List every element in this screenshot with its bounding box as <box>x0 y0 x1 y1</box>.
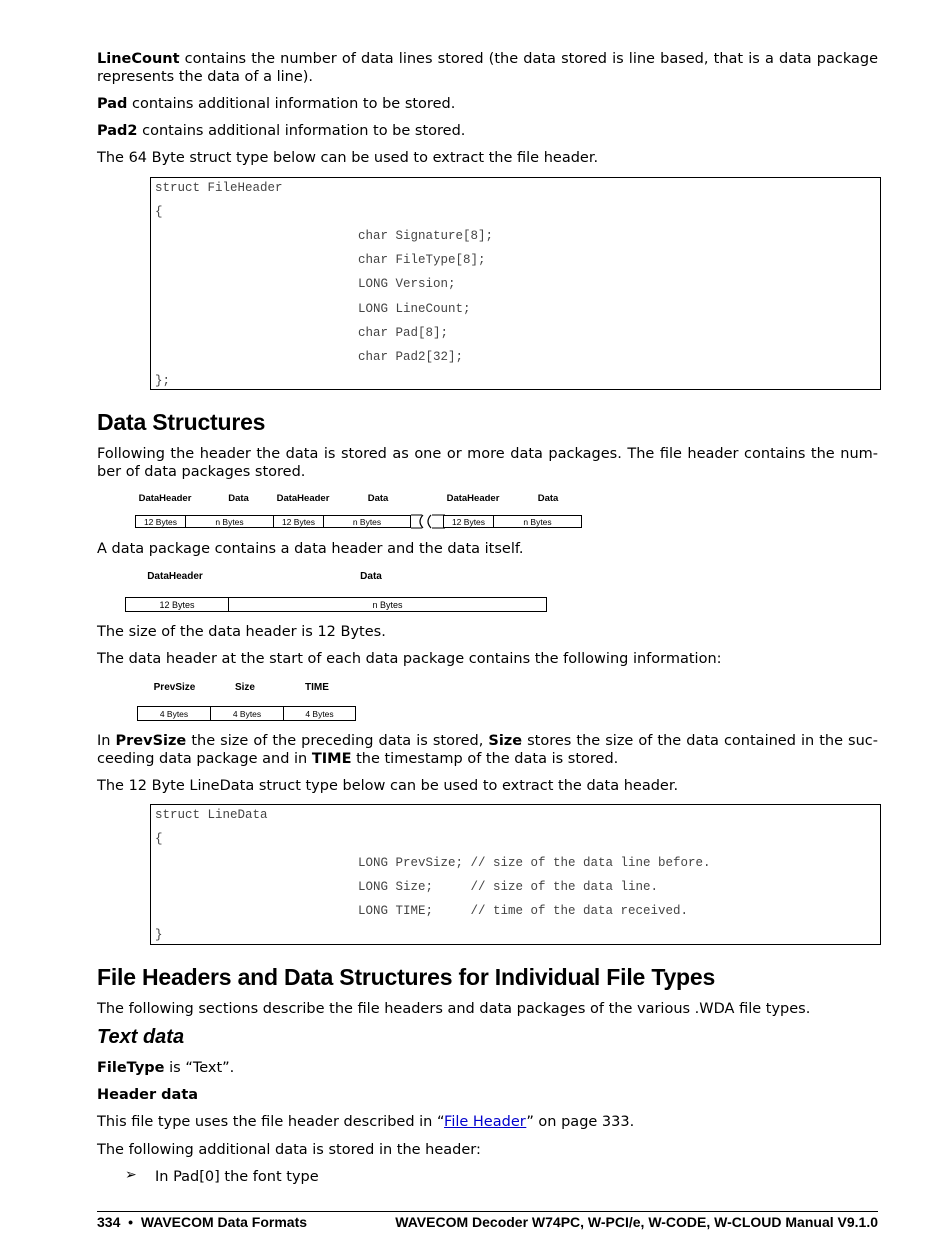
linecount-paragraph <box>97 50 878 86</box>
file-types-intro: The following sections describe the file headers and data packages of the various .WDA file types. <box>97 1001 811 1017</box>
diagram-cell: 12 Bytes <box>126 598 229 611</box>
diagram-header: Data <box>360 571 382 582</box>
code-line: { <box>155 205 163 219</box>
pad-text: contains additional information to be stored. <box>127 96 456 112</box>
filetype-text: is “Text”. <box>164 1060 235 1076</box>
file-header-reference <box>97 1113 878 1131</box>
pad2-term: Pad2 <box>97 123 138 139</box>
diagram-header: Data <box>537 493 559 504</box>
code-line: struct LineData <box>155 808 268 822</box>
code-line: char FileType[8]; <box>358 253 486 267</box>
diagram-header: Data <box>228 493 249 504</box>
code-line: }; <box>155 374 171 388</box>
pad-term: Pad <box>97 96 128 112</box>
time-term: TIME <box>311 751 352 767</box>
bullet-item: In Pad[0] the font type <box>155 1169 319 1185</box>
code-line: LONG LineCount; <box>358 302 471 316</box>
text-run: In <box>97 733 116 749</box>
code-line: LONG TIME; // time of the data received. <box>358 904 689 918</box>
subsection-title: Text data <box>97 1026 185 1048</box>
file-header-link[interactable]: File Header <box>444 1114 527 1130</box>
linecount-term: LineCount <box>97 51 180 67</box>
code-line: LONG Version; <box>358 277 456 291</box>
diagram-header: DataHeader <box>446 493 500 504</box>
fileheader-code-box <box>150 177 881 390</box>
code-line: } <box>155 928 163 942</box>
diagram-row <box>137 706 356 721</box>
additional-data-text: The following additional data is stored in the header: <box>97 1142 481 1158</box>
package-diagram <box>125 571 550 613</box>
text-run: ” on page 333. <box>526 1114 635 1130</box>
text-run: stores the size of the data contained in the succeeding data package and in <box>97 733 879 767</box>
diagram-header: TIME <box>305 682 329 693</box>
code-line: LONG PrevSize; // size of the data line before. <box>358 856 711 870</box>
code-line: struct FileHeader <box>155 181 283 195</box>
section-title: File Headers and Data Structures for Individual File Types <box>97 964 716 990</box>
diagram-header: DataHeader <box>138 493 192 504</box>
prevsize-term: PrevSize <box>115 733 187 749</box>
header-contents-text: The data header at the start of each data package contains the following information: <box>97 651 722 667</box>
diagram-header: Size <box>234 682 255 693</box>
data-structures-intro: Following the header the data is stored as one or more data packages. The file header contains the number of data packages stored. <box>97 446 878 480</box>
code-line: char Signature[8]; <box>358 229 494 243</box>
header-size-text: The size of the data header is 12 Bytes. <box>97 624 386 640</box>
diagram-cell: 12 Bytes <box>136 516 186 527</box>
diagram-cell: 4 Bytes <box>305 708 334 719</box>
diagram-cell: n Bytes <box>523 516 552 527</box>
linecount-text: contains the number of data lines stored (the data stored is line based, that is a data package represents the data of a line). <box>97 51 878 85</box>
text-run: This file type uses the file header described in “ <box>97 1114 445 1130</box>
diagram-header: DataHeader <box>147 571 203 582</box>
linedata-code-box <box>150 804 881 945</box>
pad-paragraph <box>97 95 878 113</box>
diagram-header: PrevSize <box>153 682 196 693</box>
diagram-cell: n Bytes <box>186 516 274 527</box>
code-line: LONG Size; // size of the data line. <box>358 880 659 894</box>
diagram-row <box>443 515 582 528</box>
code-line: char Pad[8]; <box>358 326 449 340</box>
diagram-cell: 12 Bytes <box>274 516 324 527</box>
diagram-header: Data <box>367 493 389 504</box>
footer-right: WAVECOM Decoder W74PC, W-PCI/e, W-CODE, W-CLOUD Manual V9.1.0 <box>395 1214 878 1230</box>
diagram-cell: 12 Bytes <box>444 516 494 527</box>
data-header-diagram <box>137 682 357 722</box>
break-symbol-icon <box>411 513 445 530</box>
linedata-intro: The 12 Byte LineData struct type below can be used to extract the data header. <box>97 778 679 794</box>
pad2-paragraph <box>97 122 878 140</box>
section-title: Data Structures <box>97 409 266 435</box>
arrow-bullet-icon: ➢ <box>125 1167 137 1183</box>
text-run: the size of the preceding data is stored, <box>186 733 489 749</box>
diagram-cell: 4 Bytes <box>138 707 211 720</box>
diagram-header: DataHeader <box>276 493 330 504</box>
size-term: Size <box>488 733 523 749</box>
struct-intro: The 64 Byte struct type below can be used to extract the file header. <box>97 150 599 166</box>
package-sequence-diagram <box>135 493 585 529</box>
pad2-text: contains additional information to be stored. <box>137 123 466 139</box>
diagram-row <box>125 597 547 612</box>
filetype-term: FileType <box>97 1060 165 1076</box>
diagram-cell: 4 Bytes <box>211 707 284 720</box>
code-line: { <box>155 832 163 846</box>
text-run: the timestamp of the data is stored. <box>351 751 619 767</box>
filetype-paragraph <box>97 1059 878 1077</box>
prevsize-paragraph <box>97 732 878 768</box>
data-package-description: A data package contains a data header and the data itself. <box>97 541 524 557</box>
code-line: char Pad2[32]; <box>358 350 464 364</box>
diagram-cell: n Bytes <box>352 516 382 527</box>
footer-left: 334 • WAVECOM Data Formats <box>97 1214 308 1230</box>
footer-rule <box>97 1211 878 1212</box>
header-data-title: Header data <box>97 1087 199 1103</box>
diagram-row <box>135 515 411 528</box>
diagram-cell: n Bytes <box>372 599 403 610</box>
